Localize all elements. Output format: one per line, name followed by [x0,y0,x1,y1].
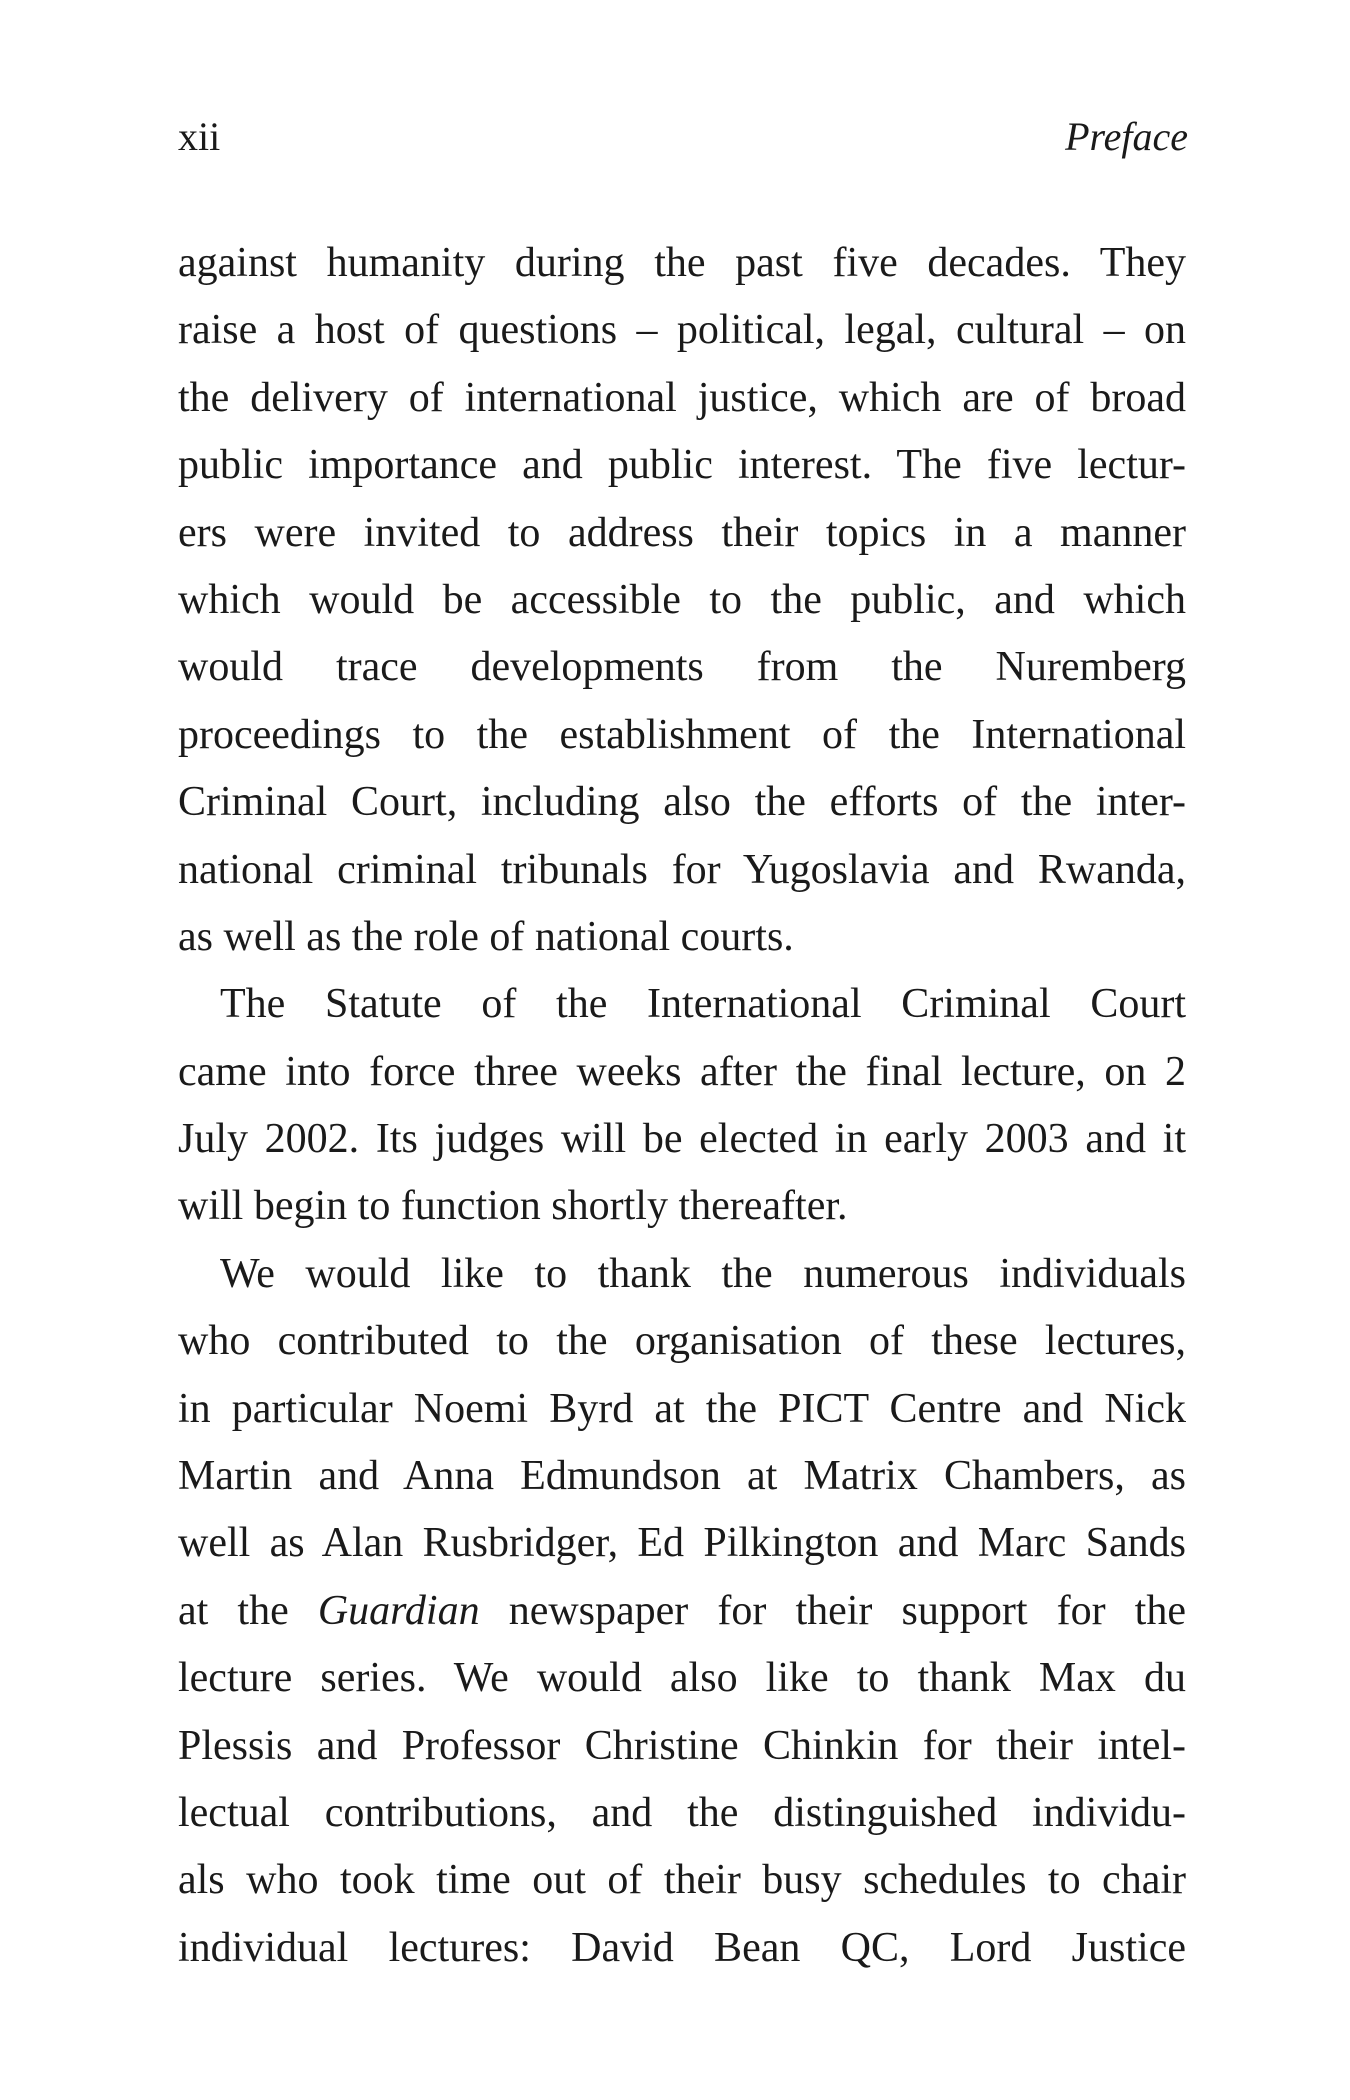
text-line: Plessis and Professor Christine Chinkin for their intel- [178,1722,1186,1769]
text-run: newspaper for their support for the [479,1587,1186,1634]
text-line: Martin and Anna Edmundson at Matrix Chambers, as [178,1453,1186,1500]
text-line: proceedings to the establishment of the International [178,711,1186,758]
text-line: well as Alan Rusbridger, Ed Pilkington and Marc Sands [178,1520,1186,1567]
text-line: the delivery of international justice, which are of broad [178,374,1186,421]
text-line: raise a host of questions – political, legal, cultural – on [178,307,1186,354]
text-line: We would like to thank the numerous individuals [220,1250,1186,1297]
text-line: individual lectures: David Bean QC, Lord Justice [178,1924,1186,1971]
text-line: The Statute of the International Criminal Court [220,981,1186,1028]
page-number: xii [178,114,221,159]
text-line: as well as the role of national courts. [178,913,794,960]
text-line: in particular Noemi Byrd at the PICT Centre and Nick [178,1385,1186,1432]
text-line: who contributed to the organisation of these lectures, [178,1318,1186,1365]
text-line: Criminal Court, including also the efforts of the inter- [178,779,1186,826]
text-line: lectual contributions, and the distinguished individu- [178,1789,1186,1836]
body-text [178,230,1186,1982]
text-line: ers were invited to address their topics in a manner [178,509,1186,556]
text-line [178,1578,1186,1645]
running-title: Preface [1065,114,1188,159]
paragraph-2 [178,971,1186,1241]
text-line: would trace developments from the Nuremberg [178,644,1186,691]
text-line: lecture series. We would also like to thank Max du [178,1655,1186,1702]
text-line: national criminal tribunals for Yugoslavia and Rwanda, [178,846,1186,893]
text-line: public importance and public interest. The five lectur- [178,442,1186,489]
newspaper-title: Guardian [317,1587,480,1634]
text-line: will begin to function shortly thereafter. [178,1183,848,1230]
paragraph-1 [178,230,1186,971]
running-head [178,112,1188,162]
text-line: which would be accessible to the public, and which [178,576,1186,623]
text-line: als who took time out of their busy schedules to chair [178,1857,1186,1904]
text-line: came into force three weeks after the final lecture, on 2 [178,1048,1186,1095]
text-line: against humanity during the past five decades. They [178,240,1186,286]
text-run: at the [178,1587,318,1634]
paragraph-3 [178,1241,1186,1982]
text-line: July 2002. Its judges will be elected in early 2003 and it [178,1116,1186,1163]
